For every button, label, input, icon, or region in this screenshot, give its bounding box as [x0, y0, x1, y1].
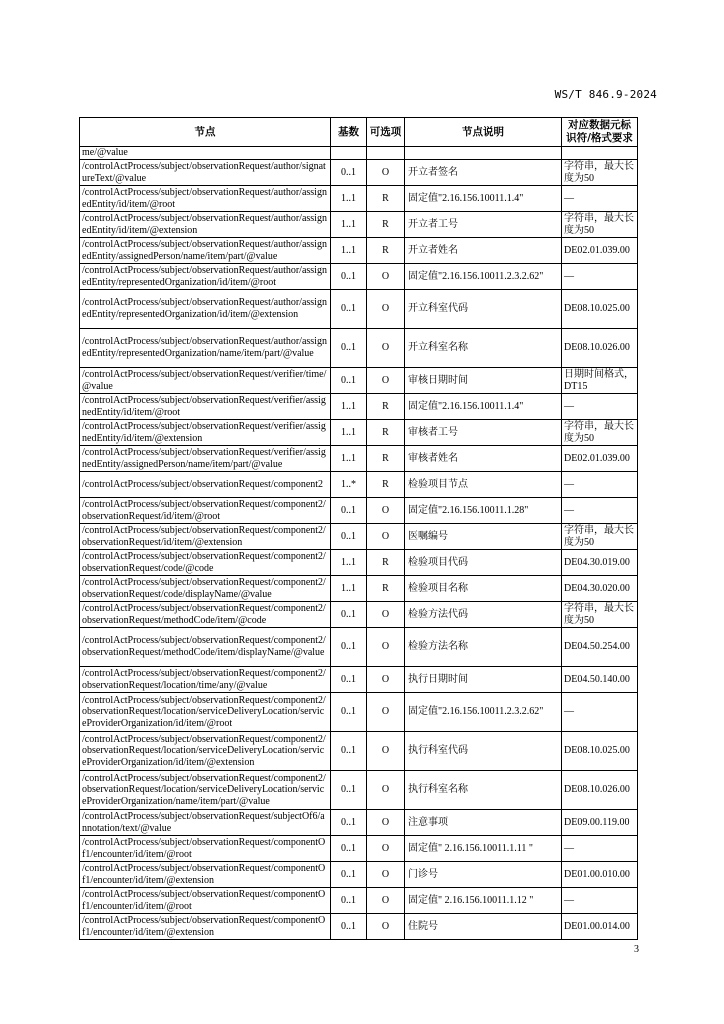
page-number: 3 — [634, 944, 639, 955]
cell-description: 开立者姓名 — [405, 238, 562, 264]
cell-format: — — [562, 394, 638, 420]
node-spec-table — [79, 117, 638, 940]
cell-optionality: O — [367, 771, 405, 810]
cell-optionality: R — [367, 446, 405, 472]
cell-cardinality: 1..1 — [331, 212, 367, 238]
cell-node-path: /controlActProcess/subject/observationRequest/component2/observationRequest/code/@code — [80, 550, 331, 576]
cell-format: DE04.30.019.00 — [562, 550, 638, 576]
table-row — [80, 628, 638, 667]
cell-format: DE04.30.020.00 — [562, 576, 638, 602]
cell-node-path: /controlActProcess/subject/observationRequest/component2/observationRequest/id/item/@root — [80, 498, 331, 524]
cell-format: DE08.10.026.00 — [562, 329, 638, 368]
cell-description: 检验项目名称 — [405, 576, 562, 602]
cell-cardinality: 0..1 — [331, 914, 367, 940]
cell-description: 开立者签名 — [405, 160, 562, 186]
cell-optionality: O — [367, 836, 405, 862]
cell-description: 开立科室名称 — [405, 329, 562, 368]
table-row — [80, 693, 638, 732]
cell-format: DE08.10.025.00 — [562, 290, 638, 329]
table-row — [80, 472, 638, 498]
table-header-row — [80, 118, 638, 147]
cell-description: 检验方法名称 — [405, 628, 562, 667]
cell-description: 固定值"2.16.156.10011.2.3.2.62" — [405, 264, 562, 290]
cell-optionality: O — [367, 368, 405, 394]
cell-format: 日期时间格式，DT15 — [562, 368, 638, 394]
cell-description: 执行日期时间 — [405, 667, 562, 693]
table-row — [80, 498, 638, 524]
cell-format: — — [562, 264, 638, 290]
cell-format: DE02.01.039.00 — [562, 238, 638, 264]
cell-description: 门诊号 — [405, 862, 562, 888]
cell-format: DE04.50.254.00 — [562, 628, 638, 667]
cell-cardinality: 0..1 — [331, 732, 367, 771]
table-row — [80, 810, 638, 836]
cell-cardinality: 0..1 — [331, 498, 367, 524]
cell-description: 执行科室代码 — [405, 732, 562, 771]
cell-optionality: R — [367, 420, 405, 446]
cell-cardinality: 1..1 — [331, 420, 367, 446]
cell-description: 医嘱编号 — [405, 524, 562, 550]
cell-node-path: /controlActProcess/subject/observationRequest/componentOf1/encounter/id/item/@root — [80, 888, 331, 914]
cell-format: — — [562, 472, 638, 498]
cell-format: 字符串，最大长度为50 — [562, 160, 638, 186]
table-row — [80, 602, 638, 628]
cell-description: 检验项目节点 — [405, 472, 562, 498]
table-row — [80, 888, 638, 914]
cell-cardinality: 0..1 — [331, 771, 367, 810]
cell-node-path: /controlActProcess/subject/observationRequest/author/assignedEntity/id/item/@root — [80, 186, 331, 212]
cell-description: 住院号 — [405, 914, 562, 940]
cell-cardinality: 1..1 — [331, 550, 367, 576]
cell-optionality: O — [367, 498, 405, 524]
cell-format: 字符串，最大长度为50 — [562, 602, 638, 628]
cell-description — [405, 147, 562, 160]
cell-format: DE08.10.025.00 — [562, 732, 638, 771]
cell-format: 字符串，最大长度为50 — [562, 524, 638, 550]
table-row — [80, 667, 638, 693]
cell-optionality: O — [367, 290, 405, 329]
cell-description: 固定值" 2.16.156.10011.1.11 " — [405, 836, 562, 862]
cell-description: 固定值"2.16.156.10011.1.4" — [405, 186, 562, 212]
cell-node-path: /controlActProcess/subject/observationRequest/component2 — [80, 472, 331, 498]
cell-node-path: /controlActProcess/subject/observationRequest/author/assignedEntity/assignedPerson/name/item/part/@value — [80, 238, 331, 264]
cell-node-path: /controlActProcess/subject/observationRequest/component2/observationRequest/location/serviceDeliveryLocation/serviceProviderOrganization/name/item/part/@value — [80, 771, 331, 810]
header-format: 对应数据元标识符/格式要求 — [562, 118, 638, 147]
cell-optionality — [367, 147, 405, 160]
cell-description: 检验项目代码 — [405, 550, 562, 576]
cell-optionality: O — [367, 862, 405, 888]
cell-cardinality: 0..1 — [331, 693, 367, 732]
cell-cardinality: 1..1 — [331, 186, 367, 212]
cell-description: 固定值"2.16.156.10011.1.4" — [405, 394, 562, 420]
table-row — [80, 160, 638, 186]
table-row — [80, 368, 638, 394]
cell-description: 开立科室代码 — [405, 290, 562, 329]
cell-cardinality: 0..1 — [331, 862, 367, 888]
table-row — [80, 290, 638, 329]
table-row — [80, 147, 638, 160]
cell-node-path: /controlActProcess/subject/observationRequest/author/assignedEntity/id/item/@extension — [80, 212, 331, 238]
cell-format: 字符串，最大长度为50 — [562, 212, 638, 238]
cell-node-path: /controlActProcess/subject/observationRequest/subjectOf6/annotation/text/@value — [80, 810, 331, 836]
table-row — [80, 771, 638, 810]
cell-format: DE09.00.119.00 — [562, 810, 638, 836]
standard-code: WS/T 846.9-2024 — [554, 88, 657, 101]
cell-format: DE01.00.010.00 — [562, 862, 638, 888]
table-row — [80, 394, 638, 420]
cell-node-path: /controlActProcess/subject/observationRequest/componentOf1/encounter/id/item/@extension — [80, 862, 331, 888]
cell-cardinality: 1..1 — [331, 576, 367, 602]
cell-description: 开立者工号 — [405, 212, 562, 238]
cell-description: 固定值"2.16.156.10011.2.3.2.62" — [405, 693, 562, 732]
header-node: 节点 — [80, 118, 331, 147]
cell-node-path: /controlActProcess/subject/observationRequest/componentOf1/encounter/id/item/@root — [80, 836, 331, 862]
table-row — [80, 212, 638, 238]
cell-node-path: /controlActProcess/subject/observationRequest/author/assignedEntity/representedOrganization/id/item/@root — [80, 264, 331, 290]
cell-node-path: /controlActProcess/subject/observationRequest/verifier/time/@value — [80, 368, 331, 394]
table-row — [80, 238, 638, 264]
cell-cardinality: 0..1 — [331, 329, 367, 368]
cell-format: — — [562, 498, 638, 524]
cell-optionality: O — [367, 667, 405, 693]
header-cardinality: 基数 — [331, 118, 367, 147]
cell-optionality: O — [367, 628, 405, 667]
cell-optionality: R — [367, 186, 405, 212]
cell-node-path: /controlActProcess/subject/observationRequest/component2/observationRequest/methodCode/item/displayName/@value — [80, 628, 331, 667]
cell-description: 固定值" 2.16.156.10011.1.12 " — [405, 888, 562, 914]
cell-cardinality: 0..1 — [331, 290, 367, 329]
cell-cardinality: 0..1 — [331, 368, 367, 394]
cell-format: DE04.50.140.00 — [562, 667, 638, 693]
table-row — [80, 329, 638, 368]
table-row — [80, 264, 638, 290]
cell-node-path: /controlActProcess/subject/observationRequest/author/assignedEntity/representedOrganization/name/item/part/@value — [80, 329, 331, 368]
cell-format: DE01.00.014.00 — [562, 914, 638, 940]
cell-optionality: O — [367, 160, 405, 186]
cell-node-path: /controlActProcess/subject/observationRequest/component2/observationRequest/code/displayName/@value — [80, 576, 331, 602]
cell-optionality: O — [367, 693, 405, 732]
cell-format: 字符串，最大长度为50 — [562, 420, 638, 446]
cell-optionality: R — [367, 550, 405, 576]
table-row — [80, 550, 638, 576]
cell-node-path: /controlActProcess/subject/observationRequest/author/signatureText/@value — [80, 160, 331, 186]
table-row — [80, 524, 638, 550]
cell-optionality: O — [367, 264, 405, 290]
cell-cardinality: 0..1 — [331, 264, 367, 290]
cell-cardinality: 1..1 — [331, 446, 367, 472]
cell-cardinality: 1..1 — [331, 238, 367, 264]
header-description: 节点说明 — [405, 118, 562, 147]
table-row — [80, 420, 638, 446]
cell-cardinality: 0..1 — [331, 628, 367, 667]
cell-cardinality — [331, 147, 367, 160]
cell-cardinality: 0..1 — [331, 810, 367, 836]
cell-node-path: /controlActProcess/subject/observationRequest/component2/observationRequest/id/item/@extension — [80, 524, 331, 550]
cell-format: — — [562, 836, 638, 862]
cell-node-path: /controlActProcess/subject/observationRequest/component2/observationRequest/location/time/any/@value — [80, 667, 331, 693]
cell-node-path: /controlActProcess/subject/observationRequest/component2/observationRequest/location/serviceDeliveryLocation/serviceProviderOrganization/id/item/@extension — [80, 732, 331, 771]
cell-cardinality: 0..1 — [331, 667, 367, 693]
cell-optionality: R — [367, 238, 405, 264]
cell-description: 检验方法代码 — [405, 602, 562, 628]
cell-optionality: R — [367, 394, 405, 420]
cell-optionality: R — [367, 576, 405, 602]
cell-optionality: O — [367, 888, 405, 914]
cell-cardinality: 1..* — [331, 472, 367, 498]
cell-description: 注意事项 — [405, 810, 562, 836]
table-row — [80, 862, 638, 888]
cell-format: — — [562, 186, 638, 212]
table-row — [80, 836, 638, 862]
cell-node-path: /controlActProcess/subject/observationRequest/component2/observationRequest/methodCode/item/@code — [80, 602, 331, 628]
cell-cardinality: 0..1 — [331, 888, 367, 914]
cell-description: 审核日期时间 — [405, 368, 562, 394]
table-row — [80, 914, 638, 940]
cell-description: 执行科室名称 — [405, 771, 562, 810]
header-optionality: 可选项 — [367, 118, 405, 147]
cell-optionality: O — [367, 914, 405, 940]
cell-node-path: /controlActProcess/subject/observationRequest/verifier/assignedEntity/assignedPerson/name/item/part/@value — [80, 446, 331, 472]
cell-description: 审核者姓名 — [405, 446, 562, 472]
cell-cardinality: 0..1 — [331, 602, 367, 628]
cell-node-path: /controlActProcess/subject/observationRequest/componentOf1/encounter/id/item/@extension — [80, 914, 331, 940]
cell-optionality: O — [367, 602, 405, 628]
cell-format: — — [562, 888, 638, 914]
cell-format: — — [562, 693, 638, 732]
cell-cardinality: 0..1 — [331, 160, 367, 186]
cell-node-path: /controlActProcess/subject/observationRequest/component2/observationRequest/location/serviceDeliveryLocation/serviceProviderOrganization/id/item/@root — [80, 693, 331, 732]
cell-format: DE02.01.039.00 — [562, 446, 638, 472]
cell-node-path: /controlActProcess/subject/observationRequest/author/assignedEntity/representedOrganization/id/item/@extension — [80, 290, 331, 329]
cell-optionality: O — [367, 732, 405, 771]
cell-cardinality: 0..1 — [331, 524, 367, 550]
cell-cardinality: 1..1 — [331, 394, 367, 420]
cell-format: DE08.10.026.00 — [562, 771, 638, 810]
table-row — [80, 576, 638, 602]
cell-description: 审核者工号 — [405, 420, 562, 446]
cell-optionality: O — [367, 524, 405, 550]
cell-optionality: O — [367, 329, 405, 368]
cell-node-path: /controlActProcess/subject/observationRequest/verifier/assignedEntity/id/item/@extension — [80, 420, 331, 446]
cell-cardinality: 0..1 — [331, 836, 367, 862]
table-row — [80, 732, 638, 771]
cell-optionality: O — [367, 810, 405, 836]
cell-description: 固定值"2.16.156.10011.1.28" — [405, 498, 562, 524]
cell-optionality: R — [367, 472, 405, 498]
cell-optionality: R — [367, 212, 405, 238]
table-row — [80, 186, 638, 212]
cell-node-path: /controlActProcess/subject/observationRequest/verifier/assignedEntity/id/item/@root — [80, 394, 331, 420]
cell-node-path: me/@value — [80, 147, 331, 160]
cell-format — [562, 147, 638, 160]
table-row — [80, 446, 638, 472]
